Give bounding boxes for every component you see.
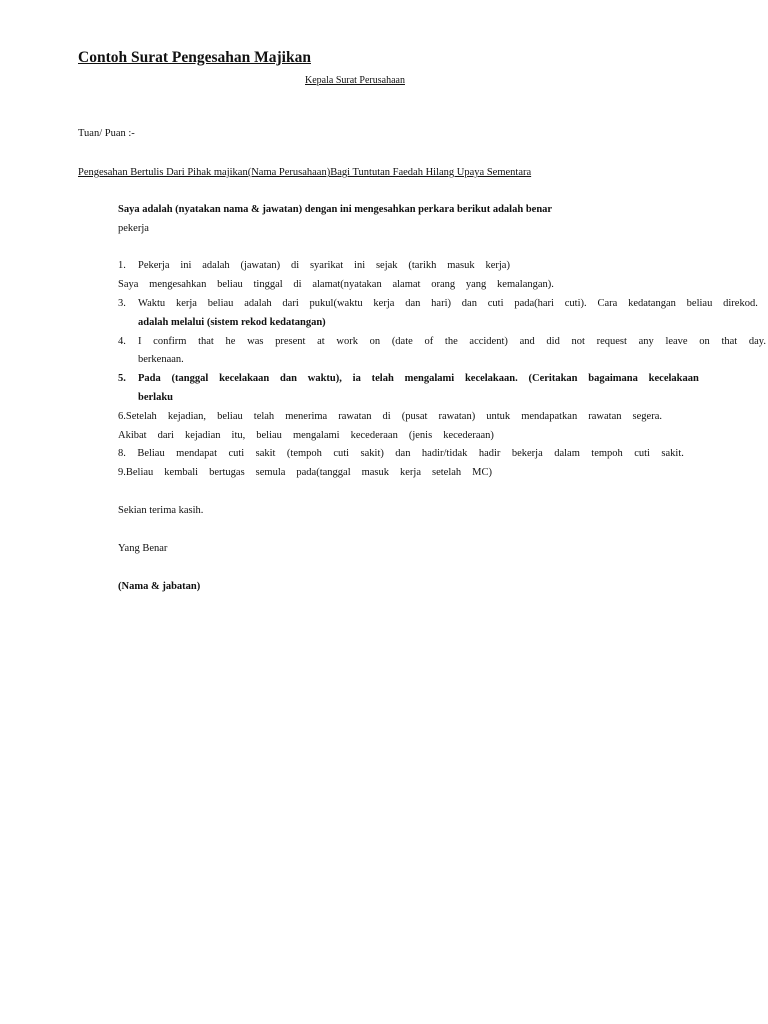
word: bekerja [511, 448, 543, 459]
word: ini [354, 260, 366, 271]
word: and [519, 336, 535, 347]
subject-line: Pengesahan Bertulis Dari Pihak majikan(Nama Perusahaan)Bagi Tuntutan Faedah Hilang Upaya Sementara [78, 167, 532, 178]
word: setelah [432, 467, 462, 478]
word: cuti [228, 448, 245, 459]
item-6-line [118, 410, 662, 423]
word: segera. [632, 411, 662, 422]
word: cuti). [564, 298, 587, 309]
word: di [382, 411, 391, 422]
word: kerja [400, 467, 422, 478]
word: kejadian [184, 430, 221, 441]
item-5-line-2: berlaku [138, 392, 174, 403]
word: kecelakaan [219, 373, 270, 384]
document-title: Contoh Surat Pengesahan Majikan [78, 49, 311, 66]
word: pada(hari [514, 298, 554, 309]
word: Beliau [137, 448, 165, 459]
word: confirm [153, 336, 187, 347]
word: kerja) [485, 260, 510, 271]
word: kerja [175, 298, 197, 309]
word: telah [371, 373, 394, 384]
word: Akibat [118, 430, 147, 441]
word: pada(tanggal [296, 467, 351, 478]
word: dan [280, 373, 297, 384]
word: alamat [392, 279, 421, 290]
letterhead-label: Kepala Surat Perusahaan [305, 75, 405, 86]
item-4-number: 4. [118, 336, 126, 347]
word: (tanggal [171, 373, 209, 384]
word: kembali [164, 467, 199, 478]
word: sakit. [661, 448, 684, 459]
word: semula [255, 467, 286, 478]
word: (pusat [401, 411, 428, 422]
word: masuk [447, 260, 475, 271]
word: Pada [138, 373, 161, 384]
item-3-number: 3. [118, 298, 126, 309]
word: any [638, 336, 654, 347]
word: kecelakaan. [464, 373, 518, 384]
word: ia [352, 373, 361, 384]
word: cuti [333, 448, 350, 459]
word: mengalami [404, 373, 455, 384]
word: (tarikh [408, 260, 437, 271]
intro-line-1: Saya adalah (nyatakan nama & jawatan) dengan ini mengesahkan perkara berikut adalah benar [118, 204, 553, 215]
salutation: Tuan/ Puan :- [78, 128, 135, 139]
word: telah [253, 411, 275, 422]
item-3-line-1 [138, 297, 758, 310]
word: MC) [472, 467, 492, 478]
word: I [138, 336, 142, 347]
word: that [721, 336, 738, 347]
word: syarikat [309, 260, 344, 271]
word: kecederaan) [443, 430, 494, 441]
word: work [336, 336, 358, 347]
word: request [596, 336, 627, 347]
word: (jenis [408, 430, 433, 441]
word: mengesahkan [149, 279, 207, 290]
item-5-number: 5. [118, 373, 126, 384]
word: Cara [597, 298, 618, 309]
word: Pekerja [138, 260, 170, 271]
word: 8. [118, 448, 126, 459]
word: tinggal [253, 279, 283, 290]
word: Saya [118, 279, 139, 290]
word: (tempoh [286, 448, 322, 459]
word: dalam [554, 448, 580, 459]
word: kemalangan). [497, 279, 554, 290]
item-1-line [138, 259, 510, 272]
item-2-line [118, 278, 554, 291]
word: that [198, 336, 214, 347]
signature-placeholder: (Nama & jabatan) [118, 581, 201, 592]
word: dan [395, 448, 411, 459]
word: tempoh [591, 448, 623, 459]
item-9-line [118, 466, 492, 479]
word: sakit) [360, 448, 384, 459]
word: waktu), [307, 373, 342, 384]
word: hadir [478, 448, 501, 459]
word: yang [465, 279, 487, 290]
word: beliau [207, 298, 234, 309]
word: di [293, 279, 302, 290]
word: (jawatan) [240, 260, 281, 271]
word: rawatan [338, 411, 372, 422]
word: leave [665, 336, 688, 347]
word: menerima [285, 411, 328, 422]
word: of [424, 336, 434, 347]
word: dari [157, 430, 174, 441]
word: kecelakaan [648, 373, 699, 384]
word: dan [461, 298, 477, 309]
word: sejak [375, 260, 398, 271]
item-5-line-1 [138, 372, 699, 385]
word: on [699, 336, 710, 347]
word: alamat(nyatakan [312, 279, 382, 290]
word: bagaimana [588, 373, 638, 384]
word: hadir/tidak [421, 448, 468, 459]
word: di [290, 260, 300, 271]
item-4-line-1 [138, 335, 766, 348]
word: orang [431, 279, 456, 290]
item-3-line-2: adalah melalui (sistem rekod kedatangan) [138, 317, 326, 328]
word: mendapatkan [521, 411, 578, 422]
word: on [369, 336, 381, 347]
word: at [317, 336, 325, 347]
word: day. [748, 336, 766, 347]
word: sakit [255, 448, 276, 459]
word: beliau [217, 279, 243, 290]
intro-line-2: pekerja [118, 223, 149, 234]
word: Waktu [138, 298, 166, 309]
word: hari) [431, 298, 451, 309]
word: did [546, 336, 560, 347]
word: accident) [469, 336, 508, 347]
word: rawatan) [438, 411, 476, 422]
word: was [247, 336, 264, 347]
word: beliau [686, 298, 713, 309]
word: cuti [487, 298, 504, 309]
word: present [275, 336, 306, 347]
word: pukul(waktu [309, 298, 363, 309]
word: dan [405, 298, 421, 309]
word: masuk [361, 467, 390, 478]
word: (Ceritakan [528, 373, 578, 384]
signoff-line: Yang Benar [118, 543, 168, 554]
word: cuti [634, 448, 650, 459]
closing-line: Sekian terima kasih. [118, 505, 204, 516]
word: 6.Setelah [118, 411, 157, 422]
word: ini [180, 260, 192, 271]
word: the [444, 336, 458, 347]
word: kecederaan [350, 430, 398, 441]
word: he [225, 336, 236, 347]
word: kedatangan [628, 298, 676, 309]
item-7-line [118, 429, 494, 442]
word: (date [391, 336, 413, 347]
word: beliau [217, 411, 243, 422]
word: beliau [256, 430, 282, 441]
word: mengalami [292, 430, 340, 441]
word: kerja [373, 298, 395, 309]
word: direkod. [723, 298, 758, 309]
word: adalah [244, 298, 272, 309]
word: bertugas [209, 467, 245, 478]
word: mendapat [176, 448, 217, 459]
word: rawatan [588, 411, 622, 422]
item-1-number: 1. [118, 260, 126, 271]
item-4-line-2: berkenaan. [138, 354, 184, 365]
word: 9.Beliau [118, 467, 154, 478]
item-8-line [118, 447, 684, 460]
word: itu, [231, 430, 246, 441]
word: adalah [202, 260, 230, 271]
word: not [571, 336, 585, 347]
word: dari [282, 298, 299, 309]
word: untuk [486, 411, 511, 422]
word: kejadian, [167, 411, 207, 422]
